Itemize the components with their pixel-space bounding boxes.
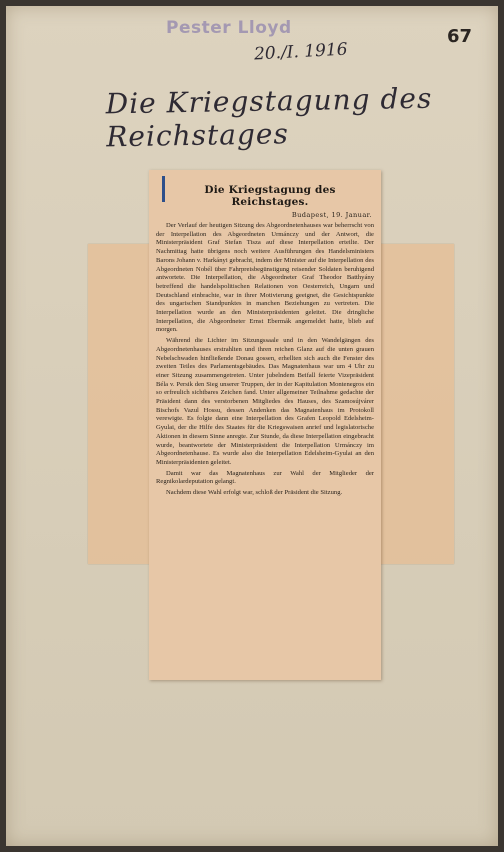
newspaper-clipping [149,170,381,680]
article-paragraph: Der Verlauf der heutigen Sitzung des Abgeordnetenhauses war beherrscht von der Interpellation des Abgeordneten Urmánczy und der Antwort, die Ministerpräsident Graf Stefan Tisza auf diese Interpellation erteilte. Der Nachmittag hatte übrigens noch weitere Ausführungen des Handelsministers Barons Johann v. Harkányi gebracht, indem der Minister auf die Interpellation des Abgeordneten Nobél über Fahrpreisbegünstigung reisender Soldaten beruhigend antwortete. Die Interpellation, die Abgeordneter Graf Theodor Batthyány betreffend die handelspolitischen Relationen von Oesterreich, Ungarn und Deutschland einbrachte, war in ihrer Motivierung geeignet, die Gesichtspunkte des ungarischen Standpunktes in manchen Beziehungen zu vertreten. Die Interpellation wurde an den Ministerpräsidenten geleitet. Die dringliche Interpellation, die Abgeordneter Ernst Ebermák angemeldet hatte, blieb auf morgen. [156,222,374,334]
archive-sheet [6,6,498,846]
adhesive-tape-right [380,244,454,564]
handwritten-date: 20./I. 1916 [253,39,349,65]
article-paragraph: Nachdem diese Wahl erfolgt war, schloß der Präsident die Sitzung. [166,489,343,497]
handwritten-heading: Die Kriegstagung des Reichstages [105,81,433,154]
page-number: 67 [446,26,472,47]
article-title: Die Kriegstagung des Reichstages. [204,184,336,208]
clipping-body [156,180,374,498]
adhesive-tape-left [88,244,152,564]
article-paragraph: Damit war das Magnatenhaus zur Wahl der Mitglieder der Regnikolardeputation gelangt. [156,469,374,486]
article-dateline: Budapest, 19. Januar. [291,211,372,219]
article-paragraph: Während die Lichter im Sitzungssaale und in den Wandelgängen des Abgeordnetenhauses erstrahlten und ihren reichen Glanz auf die unten grauen Nebelschwaden hinfließende Donau gossen, erhellten sich auch die Fenster des zweiten Teiles des Parlamentsgebäudes. Das Magnatenhaus war um 4 Uhr zu einer Sitzung zusammengetreten. Unter jubelndem Beifall feierte Vizepräsident Béla v. Persik den Sieg unserer Truppen, der in der Kapitulation Montenegros ein so erfreulich sichtbares Zeichen fand. Unter allgemeiner Teilnahme gedachte der Präsident dann des verstorbenen Mitgliedes des Hauses, des Szamosújvárer Bischofs Vazul Hossu, dessen Andenken das Magnatenhaus im Protokoll verewigte. Es folgte dann eine Interpellation des Grafen Leopold Edelsheim-Gyulai, der die Hilfe des Staates für die Kriegswaisen anrief und legislatorische Aktionen in diesem Sinne anregte. Zur Stunde, da diese Interpellation eingebracht wurde, beantwortete der Ministerpräsident die Interpellation Urmánczy im Abgeordnetenhause. Es wurde also die Interpellation Edelsheim-Gyulai an den Ministerpräsidenten geleitet. [156,337,374,466]
newspaper-stamp: Pester Lloyd [166,18,292,38]
